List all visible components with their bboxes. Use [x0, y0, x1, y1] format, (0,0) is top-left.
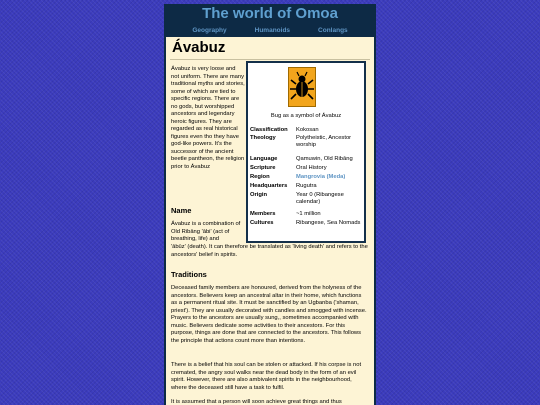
info-key: Theology	[250, 135, 276, 141]
info-value: Polytheistic, Ancestor worship	[296, 135, 352, 148]
info-value: Kokosan	[296, 127, 319, 133]
page-title: Ávabuz	[172, 39, 226, 56]
section-heading-traditions: Traditions	[171, 270, 207, 279]
infobox	[246, 61, 366, 243]
info-value: Ribangese, Sea Nomads	[296, 220, 361, 226]
info-key: Headquarters	[250, 183, 288, 189]
article-content	[166, 37, 374, 405]
traditions-paragraph: There is a belief that his soul can be stolen or attacked. If his corpse is not cremated, the angry soul walks near the dead body in the form of an evil spirit. However, there are also ambivalent spirits in the neighbourhood, where the deceased still have a task to fulfil.	[171, 362, 362, 391]
main-nav	[164, 27, 376, 37]
info-key: Origin	[250, 192, 268, 198]
info-key: Classification	[250, 127, 288, 133]
traditions-paragraph: Deceased family members are honoured, derived from the holyness of the ancestors. Believers keep an ancestral altar in their home, which functions as a permanent ritual site. It must be sanctified by an Ugbanba ('shaman, priest'). They are usually decorated with candles and smogged with incense. Prayers to the ancestors are usually sung,, sometimes accompanied with music. Believers dedicate some activities to their ancestors. For this purpose, things are done that are connected to the ancestors. This follows the principle that actions count more than intentions.	[171, 285, 367, 344]
name-paragraph-continued: 'ābūz' (death). It can therefore be translated as 'living death' and refers to the ancestors' belief in spirits.	[171, 244, 368, 258]
section-heading-name: Name	[171, 206, 192, 215]
nav-geography[interactable]: Geography	[192, 27, 227, 34]
name-paragraph: Ávabuz is a combination of Old Ribāng 'ābi' (act of breathing, life) and	[171, 221, 241, 242]
intro-paragraph: Ávabuz is very loose and not uniform. There are many traditional myths and stories, some of which are tied to specific regions. There are no gods, but worshipped ancestors and legendary heroic figures. They are regarded as real historical figures even tho they have god-like powers. It's the successor of the ancient beetle pantheon, the religion prior to Ávabuz	[171, 66, 245, 170]
info-value: Qamuwin, Old Ribāng	[296, 156, 353, 162]
info-key: Region	[250, 174, 270, 180]
bug-icon	[288, 67, 316, 107]
info-value: ~1 million	[296, 211, 321, 217]
info-key: Members	[250, 211, 276, 217]
info-value: Rugutra	[296, 183, 317, 189]
info-key: Language	[250, 156, 278, 162]
nav-conlangs[interactable]: Conlangs	[318, 27, 348, 34]
infobox-caption: Bug as a symbol of Ávabuz	[270, 113, 342, 119]
title-divider	[170, 59, 370, 60]
info-value: Oral History	[296, 165, 327, 171]
region-link[interactable]: Mangrovia (Meda)	[296, 174, 346, 180]
site-title: The world of Omoa	[202, 5, 338, 22]
info-key: Scripture	[250, 165, 276, 171]
traditions-paragraph: It is assumed that a person will soon achieve great things and thus	[171, 399, 342, 405]
nav-humanoids[interactable]: Humanoids	[254, 27, 291, 34]
info-key: Cultures	[250, 220, 274, 226]
info-value: Year 0 (Ribangese calendar)	[296, 192, 344, 205]
